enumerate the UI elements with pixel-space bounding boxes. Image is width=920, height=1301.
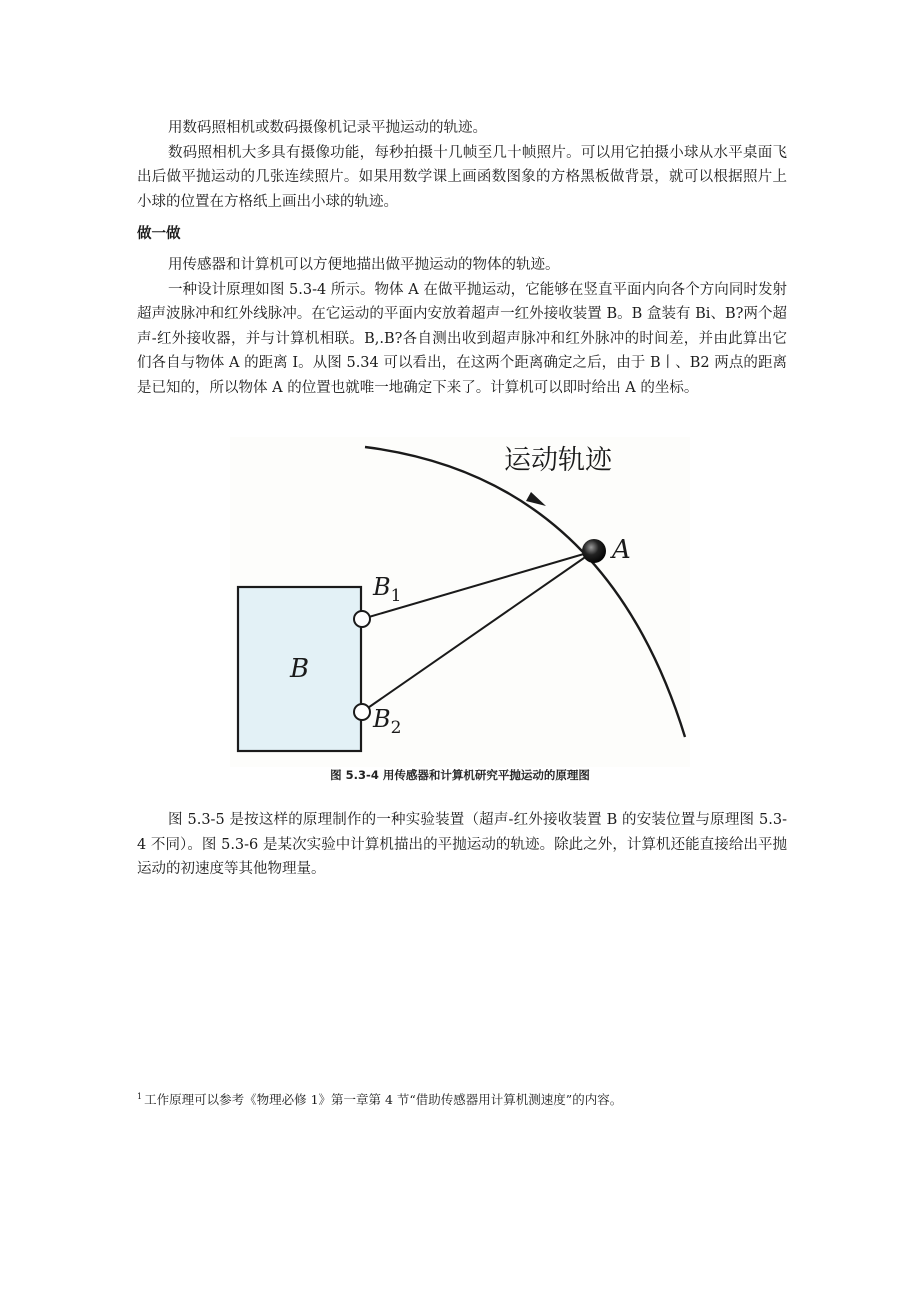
intro-section bbox=[137, 116, 787, 214]
body-section bbox=[137, 253, 787, 400]
footnote-marker: 1 bbox=[137, 1091, 143, 1101]
receiver-b1-subscript: 1 bbox=[390, 586, 402, 606]
after-figure-paragraph: 图 5.3-5 是按这样的原理制作的一种实验装置（超声-红外接收装置 B 的安装位置与原理图 5.3-4 不同）。图 5.3-6 是某次实验中计算机描出的平抛运动的轨迹。除此之外，计算机还能直接给出平抛运动的初速度等其他物理量。 bbox=[137, 812, 787, 877]
principle-figure bbox=[230, 437, 690, 767]
box-label: B bbox=[290, 654, 310, 684]
body-paragraph-2: 一种设计原理如图 5.3-4 所示。物体 A 在做平抛运动，它能够在竖直平面内向各个方向同时发射超声波脉冲和红外线脉冲。在它运动的平面内安放着超声一红外接收装置 B。B 盒装有 Bi、B?两个超声-红外接收器，并与计算机相联。B,.B?各自测出收到超声脉冲和红外脉冲的时间差，并由此算出它们各自与物体 A 的距离 I。从图 5.34 可以看出，在这两个距离确定之后，由于 B丨、B2 两点的距离是已知的，所以物体 A 的位置也就唯一地确定下来了。计算机可以即时给出 A 的坐标。 bbox=[137, 281, 788, 396]
figure-caption: 图 5.3-4 用传感器和计算机研究平抛运动的原理图 bbox=[330, 768, 590, 782]
receiver-b1 bbox=[354, 611, 370, 627]
footnote-text: 工作原理可以参考《物理必修 1》第一章第 4 节“借助传感器用计算机测速度”的内容。 bbox=[144, 1092, 623, 1107]
object-a-ball bbox=[582, 539, 606, 563]
object-a-label: A bbox=[612, 535, 631, 565]
after-figure-section bbox=[137, 808, 787, 882]
receiver-b2-letter: B bbox=[373, 705, 391, 733]
footnote bbox=[137, 1090, 622, 1108]
receiver-b2-subscript: 2 bbox=[390, 718, 402, 738]
section-heading: 做一做 bbox=[137, 226, 181, 242]
receiver-b2 bbox=[354, 704, 370, 720]
body-paragraph-1: 用传感器和计算机可以方便地描出做平抛运动的物体的轨迹。 bbox=[168, 257, 560, 273]
trajectory-label: 运动轨迹 bbox=[504, 445, 612, 476]
intro-paragraph-1: 用数码照相机或数码摄像机记录平抛运动的轨迹。 bbox=[168, 120, 487, 136]
receiver-b1-letter: B bbox=[373, 573, 391, 601]
intro-paragraph-2: 数码照相机大多具有摄像功能，每秒拍摄十几帧至几十帧照片。可以用它拍摄小球从水平桌面飞出后做平抛运动的几张连续照片。如果用数学课上画函数图象的方格黑板做背景，就可以根据照片上小球的位置在方格纸上画出小球的轨迹。 bbox=[137, 144, 787, 210]
